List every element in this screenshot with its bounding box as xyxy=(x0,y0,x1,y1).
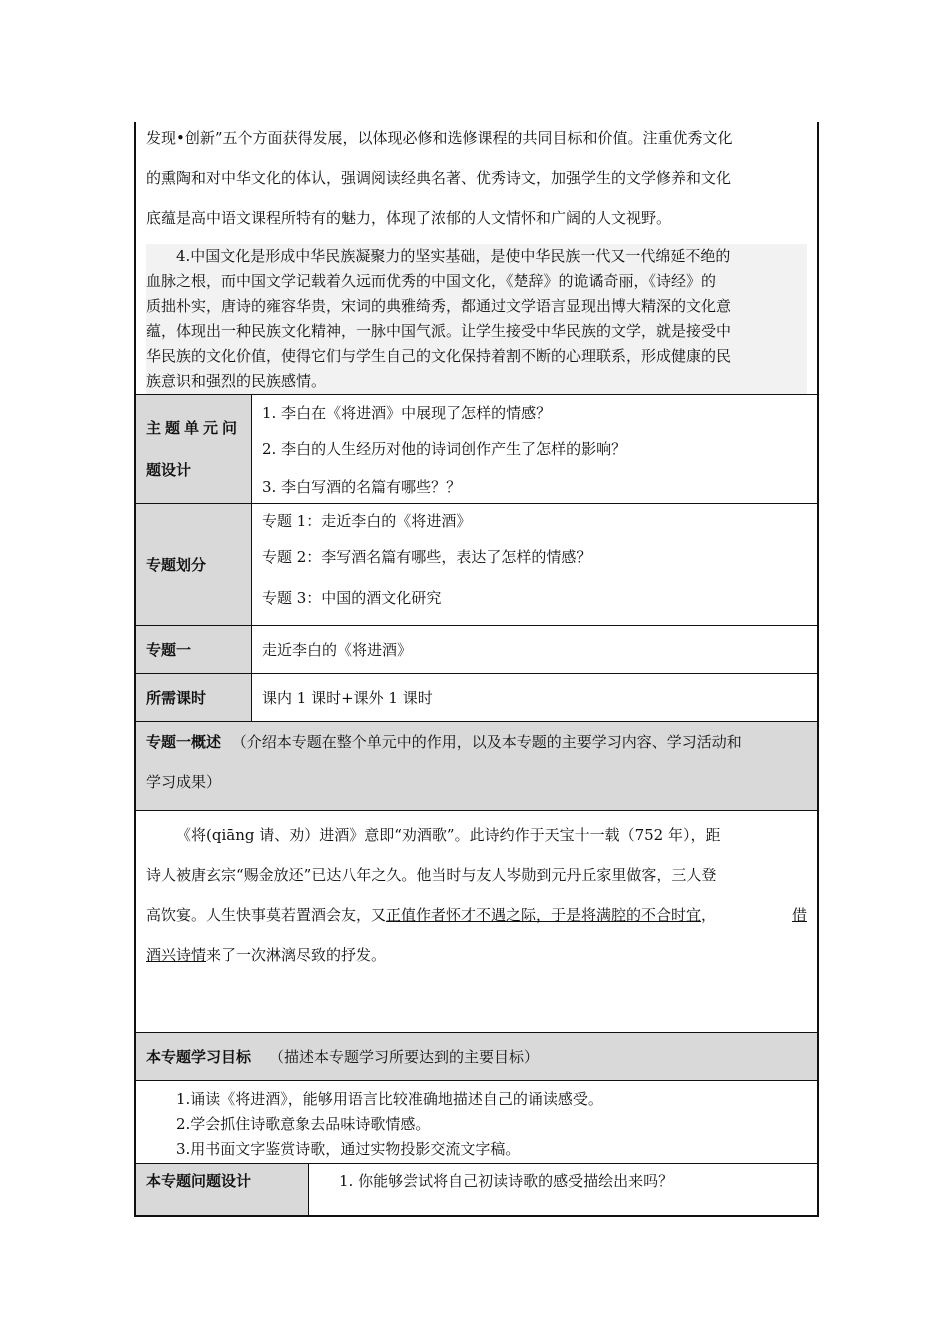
culture-line: 华民族的文化价值，使得它们与学生自己的文化保持着割不断的心理联系，形成健康的民 xyxy=(146,347,732,365)
lesson-plan-table xyxy=(134,122,819,1217)
theme-questions-row xyxy=(136,394,817,503)
theme-questions-label xyxy=(136,395,252,503)
overview-body-row xyxy=(136,810,817,1032)
overview-line: 酒兴诗情来了一次淋漓尽致的抒发。 xyxy=(146,946,387,964)
questions-row xyxy=(136,1163,817,1215)
culture-line: 质拙朴实，唐诗的雍容华贵，宋词的典雅绮秀，都通过文学语言显现出博大精深的文化意 xyxy=(146,297,732,315)
goals-label: 本专题学习目标 xyxy=(146,1048,252,1066)
culture-paragraph-row xyxy=(136,240,817,394)
goals-body-row xyxy=(136,1080,817,1163)
question-item: 1. 你能够尝试将自己初读诗歌的感受描绘出来吗？ xyxy=(339,1172,674,1190)
hours-label: 所需课时 xyxy=(136,674,252,721)
overview-note: （介绍本专题在整个单元中的作用，以及本专题的主要学习内容、学习活动和 xyxy=(231,733,742,751)
questions-label: 本专题问题设计 xyxy=(136,1164,309,1215)
goals-header-row xyxy=(136,1032,817,1080)
intro-line: 的熏陶和对中华文化的体认，强调阅读经典名著、优秀诗文，加强学生的文学修养和文化 xyxy=(146,169,732,187)
culture-line: 4.中国文化是形成中华民族凝聚力的坚实基础，是使中华民族一代又一代绵延不绝的 xyxy=(176,247,731,265)
culture-paragraph xyxy=(146,244,807,394)
hours-row xyxy=(136,673,817,721)
theme-questions-label-line2: 题设计 xyxy=(146,461,192,479)
culture-line: 血脉之根，而中国文学记载着久远而优秀的中国文化，《楚辞》的诡谲奇丽，《诗经》的 xyxy=(146,272,717,290)
topics-row xyxy=(136,503,817,625)
hours-value: 课内 1 课时+课外 1 课时 xyxy=(262,689,433,707)
topic-item: 专题 1：走近李白的《将进酒》 xyxy=(262,512,472,530)
culture-line: 蕴，体现出一种民族文化精神，一脉中国气派。让学生接受中华民族的文学，就是接受中 xyxy=(146,322,732,340)
overview-line: 诗人被唐玄宗“赐金放还”已达八年之久。他当时与友人岑勋到元丹丘家里做客，三人登 xyxy=(146,866,717,884)
overview-note-line2: 学习成果） xyxy=(146,773,222,791)
culture-line: 族意识和强烈的民族感情。 xyxy=(146,372,327,390)
theme-question-item: 2. 李白的人生经历对他的诗词创作产生了怎样的影响？ xyxy=(262,440,627,458)
goal-item: 3.用书面文字鉴赏诗歌，通过实物投影交流文字稿。 xyxy=(176,1140,521,1158)
intro-row xyxy=(136,122,817,240)
intro-line: 底蕴是高中语文课程所特有的魅力，体现了浓郁的人文情怀和广阔的人文视野。 xyxy=(146,209,672,227)
overview-label: 专题一概述 xyxy=(146,733,222,751)
topic1-value: 走近李白的《将进酒》 xyxy=(262,641,413,659)
topic-item: 专题 2：李写酒名篇有哪些，表达了怎样的情感？ xyxy=(262,548,592,566)
theme-questions-label-line1: 主题单元问 xyxy=(146,419,242,437)
theme-question-item: 1. 李白在《将进酒》中展现了怎样的情感？ xyxy=(262,404,552,422)
intro-line: 发现•创新”五个方面获得发展，以体现必修和选修课程的共同目标和价值。注重优秀文化 xyxy=(146,129,733,147)
goal-item: 1.诵读《将进酒》，能够用语言比较准确地描述自己的诵读感受。 xyxy=(176,1090,603,1108)
underlined-text: 酒兴诗情 xyxy=(146,946,207,964)
goal-item: 2.学会抓住诗歌意象去品味诗歌情感。 xyxy=(176,1115,431,1133)
goals-note: （描述本专题学习所要达到的主要目标） xyxy=(269,1048,540,1066)
overview-line: 《将(qiāng 请、劝）进酒》意即“劝酒歌”。此诗约作于天宝十一载（752 年），距 xyxy=(176,826,721,844)
overview-header-row xyxy=(136,721,817,810)
topics-label: 专题划分 xyxy=(136,504,252,625)
theme-question-item: 3. 李白写酒的名篇有哪些？？ xyxy=(262,478,462,496)
topic1-row xyxy=(136,625,817,673)
underlined-text: 正值作者怀才不遇之际，于是将满腔的不合时宜 xyxy=(386,906,702,924)
topic-item: 专题 3：中国的酒文化研究 xyxy=(262,589,442,607)
topic1-label: 专题一 xyxy=(136,626,252,673)
overview-line: 高饮宴。人生快事莫若置酒会友，又正值作者怀才不遇之际，于是将满腔的不合时宜， 借 xyxy=(146,895,807,935)
underlined-text: 借 xyxy=(791,906,807,924)
